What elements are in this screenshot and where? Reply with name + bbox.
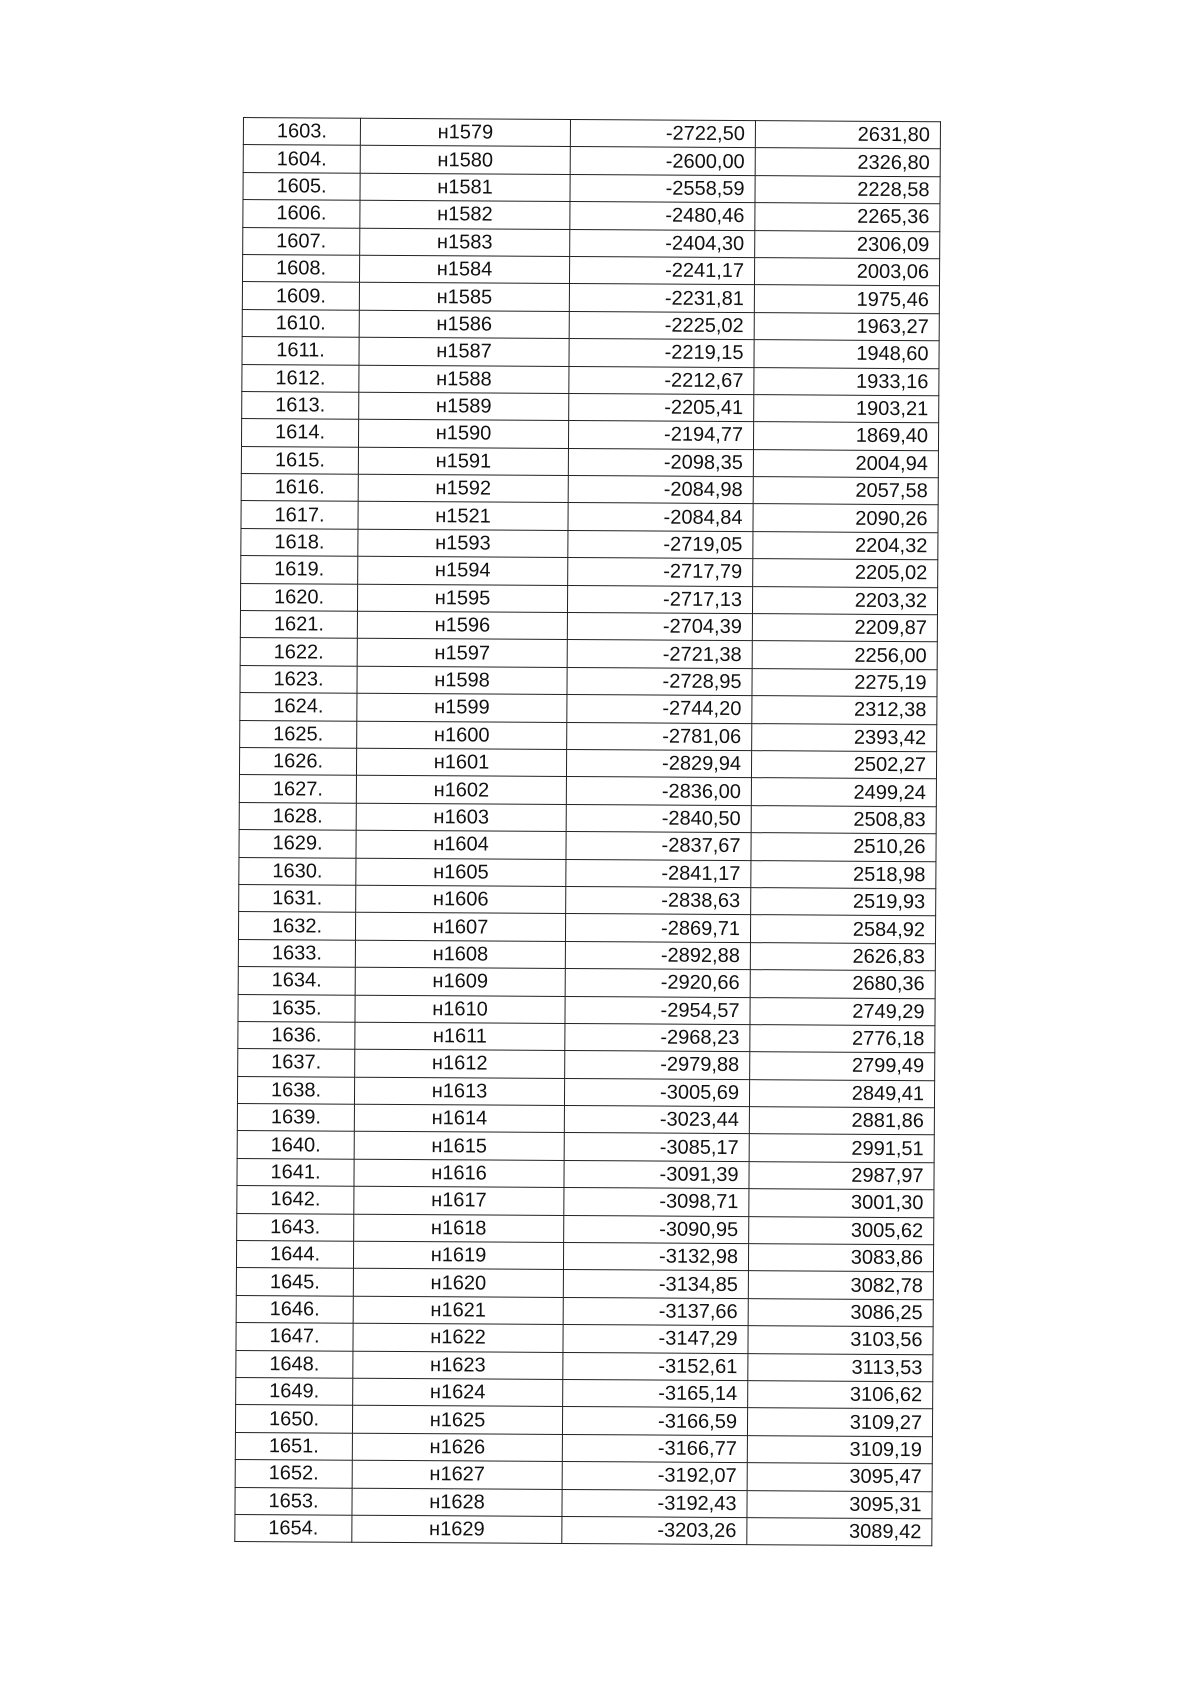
y-coordinate-cell: 2749,29 <box>750 997 935 1026</box>
point-name-cell: н1610 <box>355 995 565 1024</box>
point-name-cell: н1600 <box>357 721 567 750</box>
y-coordinate-cell: 3089,42 <box>747 1518 932 1547</box>
y-coordinate-cell: 2519,93 <box>751 888 936 917</box>
table-row <box>239 775 936 807</box>
table-row <box>238 967 935 999</box>
point-name-cell: н1615 <box>354 1132 564 1161</box>
x-coordinate-cell: -2841,17 <box>566 859 751 888</box>
x-coordinate-cell: -3085,17 <box>564 1133 749 1162</box>
point-name-cell: н1627 <box>352 1460 562 1489</box>
y-coordinate-cell: 2499,24 <box>751 778 936 807</box>
table-row <box>241 419 938 451</box>
row-number-cell: 1616. <box>241 474 358 502</box>
row-number-cell: 1642. <box>237 1186 354 1214</box>
row-number-cell: 1636. <box>238 1021 355 1049</box>
table-row <box>235 1460 932 1492</box>
y-coordinate-cell: 3103,56 <box>748 1326 933 1355</box>
point-name-cell: н1594 <box>358 556 568 585</box>
y-coordinate-cell: 3095,47 <box>747 1463 932 1492</box>
x-coordinate-cell: -2704,39 <box>567 613 752 642</box>
table-row <box>237 1104 934 1136</box>
row-number-cell: 1630. <box>239 857 356 885</box>
row-number-cell: 1604. <box>243 145 360 173</box>
table-row <box>238 1021 935 1053</box>
row-number-cell: 1611. <box>242 337 359 365</box>
x-coordinate-cell: -2829,94 <box>566 749 751 778</box>
point-name-cell: н1614 <box>354 1104 564 1133</box>
row-number-cell: 1648. <box>236 1350 353 1378</box>
point-name-cell: н1608 <box>355 940 565 969</box>
y-coordinate-cell: 3083,86 <box>748 1244 933 1273</box>
x-coordinate-cell: -3090,95 <box>564 1215 749 1244</box>
point-name-cell: н1521 <box>358 502 568 531</box>
row-number-cell: 1632. <box>238 912 355 940</box>
x-coordinate-cell: -2920,66 <box>565 969 750 998</box>
table-row <box>237 1131 934 1163</box>
table-row <box>242 309 939 341</box>
x-coordinate-cell: -3005,69 <box>564 1078 749 1107</box>
table-row <box>242 391 939 423</box>
y-coordinate-cell: 2776,18 <box>750 1025 935 1054</box>
table-row <box>235 1432 932 1464</box>
point-name-cell: н1609 <box>355 967 565 996</box>
point-name-cell: н1585 <box>359 283 569 312</box>
x-coordinate-cell: -3203,26 <box>562 1516 747 1545</box>
x-coordinate-cell: -2781,06 <box>567 722 752 751</box>
point-name-cell: н1626 <box>352 1433 562 1462</box>
y-coordinate-cell: 2004,94 <box>753 449 938 478</box>
row-number-cell: 1622. <box>240 638 357 666</box>
x-coordinate-cell: -2954,57 <box>565 996 750 1025</box>
row-number-cell: 1607. <box>243 227 360 255</box>
table-row <box>241 556 938 588</box>
row-number-cell: 1654. <box>235 1514 352 1542</box>
y-coordinate-cell: 2209,87 <box>752 614 937 643</box>
y-coordinate-cell: 2312,38 <box>752 696 937 725</box>
table-row <box>238 939 935 971</box>
y-coordinate-cell: 2203,32 <box>752 586 937 615</box>
table-row <box>242 282 939 314</box>
x-coordinate-cell: -2869,71 <box>565 914 750 943</box>
row-number-cell: 1627. <box>239 775 356 803</box>
x-coordinate-cell: -2717,79 <box>568 558 753 587</box>
point-name-cell: н1618 <box>354 1214 564 1243</box>
table-row <box>237 1213 934 1245</box>
y-coordinate-cell: 2003,06 <box>754 258 939 287</box>
point-name-cell: н1605 <box>356 858 566 887</box>
row-number-cell: 1638. <box>237 1076 354 1104</box>
x-coordinate-cell: -3134,85 <box>563 1270 748 1299</box>
point-name-cell: н1596 <box>357 611 567 640</box>
y-coordinate-cell: 2631,80 <box>755 121 940 150</box>
y-coordinate-cell: 2991,51 <box>749 1134 934 1163</box>
point-name-cell: н1586 <box>359 310 569 339</box>
y-coordinate-cell: 2057,58 <box>753 477 938 506</box>
y-coordinate-cell: 2502,27 <box>751 751 936 780</box>
point-name-cell: н1619 <box>353 1241 563 1270</box>
table-row <box>240 638 937 670</box>
x-coordinate-cell: -2219,15 <box>569 339 754 368</box>
y-coordinate-cell: 2626,83 <box>750 942 935 971</box>
y-coordinate-cell: 1963,27 <box>754 312 939 341</box>
point-name-cell: н1611 <box>355 1022 565 1051</box>
point-name-cell: н1587 <box>359 337 569 366</box>
row-number-cell: 1618. <box>241 528 358 556</box>
row-number-cell: 1640. <box>237 1131 354 1159</box>
y-coordinate-cell: 1948,60 <box>754 340 939 369</box>
table-row <box>237 1076 934 1108</box>
point-name-cell: н1583 <box>360 228 570 257</box>
y-coordinate-cell: 2205,02 <box>753 559 938 588</box>
x-coordinate-cell: -2837,67 <box>566 832 751 861</box>
x-coordinate-cell: -2722,50 <box>570 120 755 149</box>
point-name-cell: н1590 <box>358 420 568 449</box>
y-coordinate-cell: 2799,49 <box>750 1052 935 1081</box>
point-name-cell: н1599 <box>357 693 567 722</box>
y-coordinate-cell: 3001,30 <box>749 1189 934 1218</box>
x-coordinate-cell: -2728,95 <box>567 667 752 696</box>
row-number-cell: 1624. <box>240 693 357 721</box>
table-row <box>239 747 936 779</box>
y-coordinate-cell: 2326,80 <box>755 148 940 177</box>
table-row <box>237 1186 934 1218</box>
y-coordinate-cell: 2518,98 <box>751 860 936 889</box>
point-name-cell: н1584 <box>359 255 569 284</box>
row-number-cell: 1647. <box>236 1323 353 1351</box>
point-name-cell: н1622 <box>353 1323 563 1352</box>
table-row <box>241 446 938 478</box>
x-coordinate-cell: -3152,61 <box>563 1352 748 1381</box>
x-coordinate-cell: -2979,88 <box>565 1051 750 1080</box>
x-coordinate-cell: -2212,67 <box>569 366 754 395</box>
table-row <box>240 583 937 615</box>
row-number-cell: 1620. <box>240 583 357 611</box>
point-name-cell: н1621 <box>353 1296 563 1325</box>
table-row <box>243 200 940 232</box>
x-coordinate-cell: -2838,63 <box>566 886 751 915</box>
row-number-cell: 1628. <box>239 802 356 830</box>
x-coordinate-cell: -2084,98 <box>568 476 753 505</box>
y-coordinate-cell: 2265,36 <box>755 203 940 232</box>
table-row <box>241 474 938 506</box>
y-coordinate-cell: 2204,32 <box>753 531 938 560</box>
row-number-cell: 1608. <box>242 254 359 282</box>
y-coordinate-cell: 1869,40 <box>753 422 938 451</box>
row-number-cell: 1649. <box>236 1377 353 1405</box>
y-coordinate-cell: 3109,19 <box>747 1435 932 1464</box>
row-number-cell: 1619. <box>241 556 358 584</box>
x-coordinate-cell: -2558,59 <box>570 174 755 203</box>
x-coordinate-cell: -3137,66 <box>563 1297 748 1326</box>
table-row <box>238 994 935 1026</box>
row-number-cell: 1633. <box>238 939 355 967</box>
point-name-cell: н1601 <box>356 748 566 777</box>
point-name-cell: н1604 <box>356 830 566 859</box>
row-number-cell: 1612. <box>242 364 359 392</box>
row-number-cell: 1645. <box>236 1268 353 1296</box>
x-coordinate-cell: -3192,43 <box>562 1489 747 1518</box>
point-name-cell: н1581 <box>360 173 570 202</box>
y-coordinate-cell: 2256,00 <box>752 641 937 670</box>
table-row <box>239 884 936 916</box>
row-number-cell: 1653. <box>235 1487 352 1515</box>
table-row <box>240 693 937 725</box>
y-coordinate-cell: 2510,26 <box>751 833 936 862</box>
table-row <box>242 337 939 369</box>
table-row <box>242 364 939 396</box>
x-coordinate-cell: -3023,44 <box>564 1106 749 1135</box>
table-row <box>243 118 940 150</box>
table-row <box>243 145 940 177</box>
row-number-cell: 1650. <box>235 1405 352 1433</box>
row-number-cell: 1635. <box>238 994 355 1022</box>
y-coordinate-cell: 3106,62 <box>748 1381 933 1410</box>
row-number-cell: 1629. <box>239 830 356 858</box>
row-number-cell: 1625. <box>240 720 357 748</box>
y-coordinate-cell: 1933,16 <box>754 367 939 396</box>
x-coordinate-cell: -3132,98 <box>563 1242 748 1271</box>
y-coordinate-cell: 2393,42 <box>752 723 937 752</box>
x-coordinate-cell: -2717,13 <box>567 585 752 614</box>
point-name-cell: н1612 <box>355 1049 565 1078</box>
table-row <box>235 1405 932 1437</box>
row-number-cell: 1637. <box>238 1049 355 1077</box>
x-coordinate-cell: -2205,41 <box>569 393 754 422</box>
point-name-cell: н1588 <box>359 365 569 394</box>
coordinates-table-body <box>235 118 941 1547</box>
x-coordinate-cell: -2836,00 <box>566 777 751 806</box>
y-coordinate-cell: 3082,78 <box>748 1271 933 1300</box>
y-coordinate-cell: 2849,41 <box>749 1079 934 1108</box>
table-row <box>237 1158 934 1190</box>
y-coordinate-cell: 2987,97 <box>749 1161 934 1190</box>
row-number-cell: 1643. <box>237 1213 354 1241</box>
point-name-cell: н1607 <box>355 913 565 942</box>
point-name-cell: н1620 <box>353 1269 563 1298</box>
table-row <box>240 665 937 697</box>
table-row <box>236 1240 933 1272</box>
row-number-cell: 1610. <box>242 309 359 337</box>
point-name-cell: н1629 <box>352 1515 562 1544</box>
x-coordinate-cell: -2480,46 <box>570 202 755 231</box>
x-coordinate-cell: -2225,02 <box>569 311 754 340</box>
point-name-cell: н1582 <box>360 200 570 229</box>
y-coordinate-cell: 2584,92 <box>750 915 935 944</box>
row-number-cell: 1646. <box>236 1295 353 1323</box>
x-coordinate-cell: -2231,81 <box>569 284 754 313</box>
point-name-cell: н1603 <box>356 803 566 832</box>
table-row <box>236 1377 933 1409</box>
point-name-cell: н1598 <box>357 666 567 695</box>
table-row <box>239 830 936 862</box>
y-coordinate-cell: 2090,26 <box>753 504 938 533</box>
table-row <box>235 1514 932 1546</box>
table-row <box>236 1323 933 1355</box>
x-coordinate-cell: -3166,77 <box>562 1434 747 1463</box>
table-row <box>243 172 940 204</box>
x-coordinate-cell: -2719,05 <box>568 530 753 559</box>
x-coordinate-cell: -3147,29 <box>563 1325 748 1354</box>
row-number-cell: 1621. <box>240 611 357 639</box>
x-coordinate-cell: -3192,07 <box>562 1462 747 1491</box>
point-name-cell: н1593 <box>358 529 568 558</box>
y-coordinate-cell: 1975,46 <box>754 285 939 314</box>
point-name-cell: н1623 <box>353 1351 563 1380</box>
x-coordinate-cell: -2241,17 <box>569 256 754 285</box>
row-number-cell: 1617. <box>241 501 358 529</box>
x-coordinate-cell: -3098,71 <box>564 1188 749 1217</box>
x-coordinate-cell: -2098,35 <box>568 448 753 477</box>
point-name-cell: н1597 <box>357 639 567 668</box>
x-coordinate-cell: -2840,50 <box>566 804 751 833</box>
y-coordinate-cell: 2228,58 <box>755 175 940 204</box>
point-name-cell: н1625 <box>352 1406 562 1435</box>
x-coordinate-cell: -2600,00 <box>570 147 755 176</box>
row-number-cell: 1634. <box>238 967 355 995</box>
point-name-cell: н1602 <box>356 776 566 805</box>
x-coordinate-cell: -2404,30 <box>570 229 755 258</box>
table-row <box>243 227 940 259</box>
point-name-cell: н1579 <box>360 118 570 147</box>
point-name-cell: н1589 <box>359 392 569 421</box>
table-row <box>236 1268 933 1300</box>
y-coordinate-cell: 2881,86 <box>749 1107 934 1136</box>
point-name-cell: н1624 <box>353 1378 563 1407</box>
y-coordinate-cell: 3109,27 <box>747 1408 932 1437</box>
table-row <box>239 857 936 889</box>
x-coordinate-cell: -3165,14 <box>563 1379 748 1408</box>
table-row <box>236 1350 933 1382</box>
x-coordinate-cell: -2084,84 <box>568 503 753 532</box>
table-row <box>238 1049 935 1081</box>
y-coordinate-cell: 2306,09 <box>755 230 940 259</box>
row-number-cell: 1651. <box>235 1432 352 1460</box>
row-number-cell: 1613. <box>242 391 359 419</box>
table-row <box>236 1295 933 1327</box>
coordinates-table <box>234 117 941 1547</box>
y-coordinate-cell: 1903,21 <box>754 395 939 424</box>
row-number-cell: 1615. <box>241 446 358 474</box>
row-number-cell: 1605. <box>243 172 360 200</box>
y-coordinate-cell: 2275,19 <box>752 668 937 697</box>
row-number-cell: 1644. <box>236 1240 353 1268</box>
row-number-cell: 1609. <box>242 282 359 310</box>
x-coordinate-cell: -2968,23 <box>565 1023 750 1052</box>
table-row <box>238 912 935 944</box>
point-name-cell: н1580 <box>360 146 570 175</box>
table-row <box>242 254 939 286</box>
point-name-cell: н1628 <box>352 1488 562 1517</box>
x-coordinate-cell: -2194,77 <box>568 421 753 450</box>
point-name-cell: н1592 <box>358 474 568 503</box>
x-coordinate-cell: -2721,38 <box>567 640 752 669</box>
point-name-cell: н1617 <box>354 1186 564 1215</box>
table-row <box>241 528 938 560</box>
y-coordinate-cell: 2680,36 <box>750 970 935 999</box>
y-coordinate-cell: 3095,31 <box>747 1490 932 1519</box>
row-number-cell: 1614. <box>241 419 358 447</box>
y-coordinate-cell: 3005,62 <box>749 1216 934 1245</box>
x-coordinate-cell: -3091,39 <box>564 1160 749 1189</box>
row-number-cell: 1623. <box>240 665 357 693</box>
x-coordinate-cell: -2744,20 <box>567 695 752 724</box>
point-name-cell: н1591 <box>358 447 568 476</box>
row-number-cell: 1652. <box>235 1460 352 1488</box>
row-number-cell: 1631. <box>239 884 356 912</box>
table-row <box>240 720 937 752</box>
point-name-cell: н1613 <box>354 1077 564 1106</box>
row-number-cell: 1639. <box>237 1104 354 1132</box>
table-row <box>235 1487 932 1519</box>
y-coordinate-cell: 3086,25 <box>748 1298 933 1327</box>
row-number-cell: 1626. <box>239 747 356 775</box>
y-coordinate-cell: 3113,53 <box>748 1353 933 1382</box>
table-row <box>240 611 937 643</box>
point-name-cell: н1616 <box>354 1159 564 1188</box>
row-number-cell: 1641. <box>237 1158 354 1186</box>
table-row <box>241 501 938 533</box>
table-row <box>239 802 936 834</box>
row-number-cell: 1606. <box>243 200 360 228</box>
point-name-cell: н1606 <box>356 885 566 914</box>
y-coordinate-cell: 2508,83 <box>751 805 936 834</box>
point-name-cell: н1595 <box>357 584 567 613</box>
x-coordinate-cell: -2892,88 <box>565 941 750 970</box>
row-number-cell: 1603. <box>243 118 360 146</box>
x-coordinate-cell: -3166,59 <box>562 1407 747 1436</box>
